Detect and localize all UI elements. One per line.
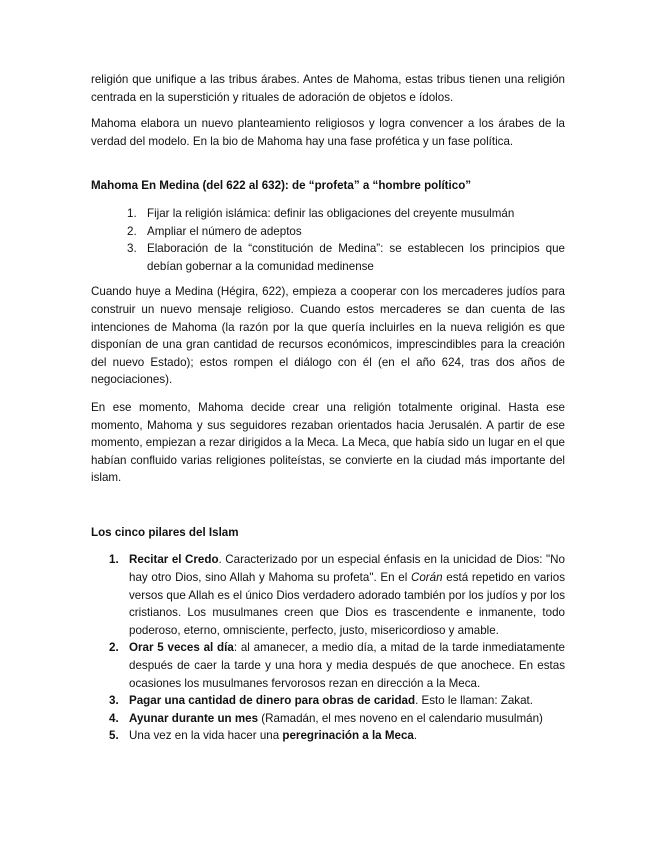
pillar-item (91, 710, 565, 728)
pillar-number: 3. (109, 694, 119, 708)
paragraph-en-ese-momento: En ese momento, Mahoma decide crear una religión totalmente original. Hasta ese momento, Mahoma y sus seguidores rezaban orientados hacia Jerusalén. A partir de ese momento, empiezan a rezar dirigidos a la Meca. La Meca, que había sido un lugar en el que habían confluido varias religiones politeístas, se convierte en la ciudad más importante del islam. (91, 400, 565, 485)
heading-cinco-pilares: Los cinco pilares del Islam (91, 525, 239, 539)
pillar-title: Pagar una cantidad de dinero para obras de caridad (129, 694, 416, 708)
pillar-title: Ayunar durante un mes (129, 711, 259, 725)
paragraph-intro-continuation: religión que unifique a las tribus árabes. Antes de Mahoma, estas tribus tienen una religión centrada en la superstición y rituales de adoración de objetos e ídolos. (91, 73, 565, 104)
medina-objectives-list (91, 205, 565, 275)
pillar-text: (Ramadán, el mes noveno en el calendario musulmán) (258, 711, 543, 725)
list-item-text: Ampliar el número de adeptos (147, 224, 302, 238)
pillar-italic-term: Corán (410, 571, 443, 585)
paragraph-nuevo-planteamiento: Mahoma elabora un nuevo planteamiento religiosos y logra convencer a los árabes de la verdad del modelo. En la bio de Mahoma hay una fase profética y un fase política. (91, 117, 565, 148)
list-number: 1. (127, 206, 137, 220)
pillar-title: Recitar el Credo (129, 553, 219, 567)
pillar-text: : al amanecer, a medio día, a mitad de la tarde inmediatamente después de caer la tarde y una hora y media después de que anochece. En estas ocasiones los musulmanes fervorosos rezan en dirección a la Meca. (129, 641, 566, 690)
list-item-text: Elaboración de la “constitución de Medina”: se establecen los principios que debían gobernar a la comunidad medinense (147, 242, 565, 273)
pillar-number: 2. (109, 641, 119, 655)
list-item (91, 240, 565, 275)
pillar-item (91, 692, 565, 710)
pillar-item (91, 639, 565, 692)
list-item-text: Fijar la religión islámica: definir las obligaciones del creyente musulmán (147, 206, 515, 220)
pillar-item (91, 727, 565, 745)
pillar-number: 4. (109, 711, 119, 725)
paragraph-huye-a-medina: Cuando huye a Medina (Hégira, 622), empieza a cooperar con los mercaderes judíos para construir un nuevo mensaje religioso. Cuando estos mercaderes se dan cuenta de las intenciones de Mahoma (la razón por la que quería incluirles en la nueva religión es que disponían de una gran cantidad de recursos económicos, imprescindibles para la creación del nuevo Estado); estos rompen el diálogo con él (en el año 624, tras dos años de negociaciones). (91, 285, 565, 387)
pillar-number: 1. (109, 553, 119, 567)
heading-mahoma-en-medina: Mahoma En Medina (del 622 al 632): de “profeta” a “hombre político” (91, 179, 472, 193)
pillar-text: . Caracterizado por un especial énfasis en la unicidad de Dios: "No hay otro Dios, sino Allah y Mahoma su profeta". En el (129, 553, 565, 585)
pillar-text: Una vez en la vida hacer una (129, 729, 283, 743)
document-body (91, 71, 565, 753)
list-number: 2. (127, 224, 137, 238)
pillar-number: 5. (109, 729, 119, 743)
pillar-text-end: . (413, 729, 418, 743)
list-item (91, 223, 565, 241)
pillar-item (91, 551, 565, 639)
list-item (91, 205, 565, 223)
pillar-title: peregrinación a la Meca (282, 729, 414, 743)
pillar-title: Orar 5 veces al día (129, 641, 234, 655)
pillars-list (91, 551, 565, 745)
pillar-text-continued: está repetido en varios versos que Allah es el único Dios verdadero adorado también por los judíos y por los cristianos. Los musulmanes creen que Dios es trascendente e inmanente, todo poderoso, eterno, omnisciente, perfecto, justo, misericordioso y amable. (129, 571, 565, 637)
pillar-text: . Esto le llaman: Zakat. (415, 694, 533, 708)
list-number: 3. (127, 242, 137, 256)
